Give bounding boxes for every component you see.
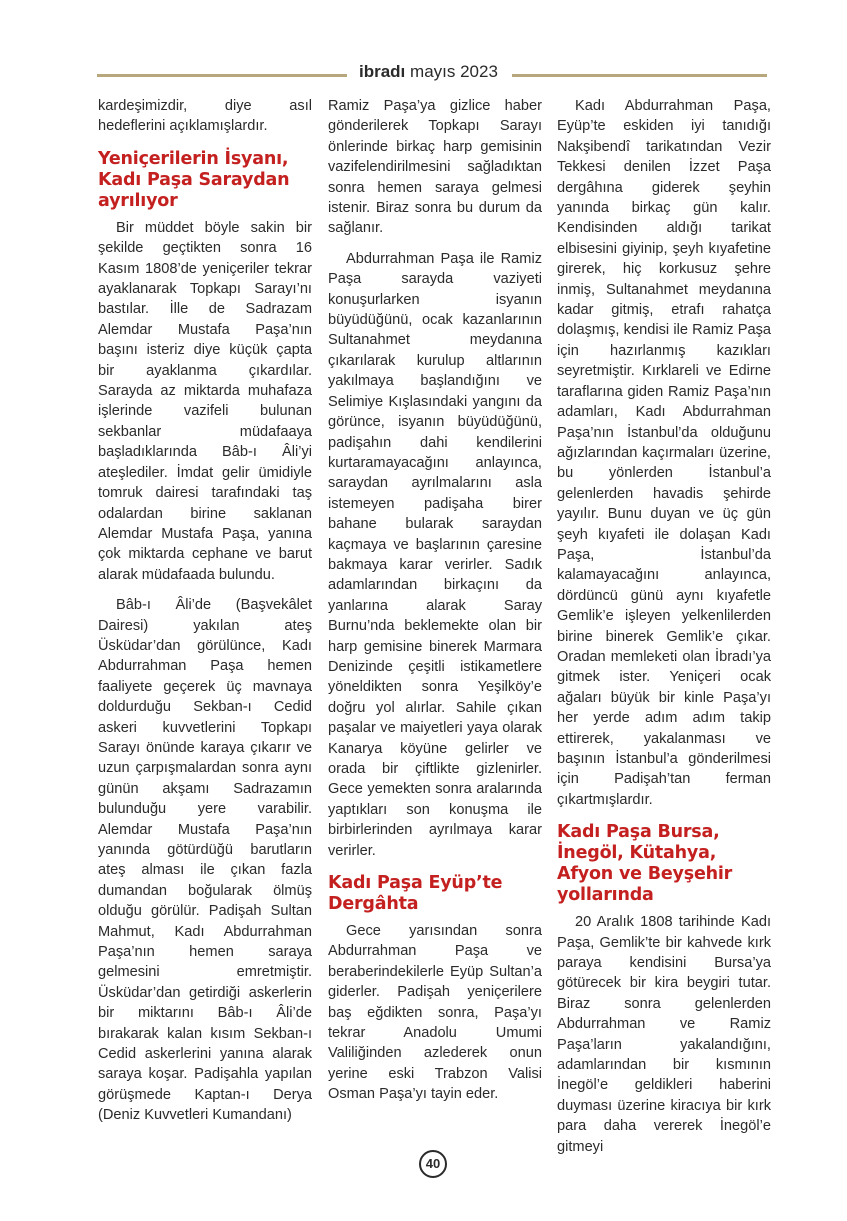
section-heading: Kadı Paşa Eyüp’te Dergâhta [328, 873, 503, 915]
header-rule-right [512, 74, 767, 77]
section-heading: Yeniçerilerin İsyanı, Kadı Paşa Saraydan ayrılıyor [98, 148, 290, 211]
body-paragraph: Kadı Abdurrahman Paşa, Eyüp’te eskiden iyi tanıdığı Nakşibendî tarikatından Vezir Tekkesi denilen İzzet Paşa dergâhına giderek şeyhin yanında birkaç gün kalır. Kendisinden aldığı tarikat elbisesini giyinip, şeyh kıyafetine girerek, hiç korkusuz şehre inmiş, Sultanahmet meydanına kadar gitmiş, etrafı rahatça dolaşmış, kendisi ile Ramiz Paşa için hazırlanmış kazıkları seyretmiştir. Kırklareli ve Edirne taraflarına giden Ramiz Paşa’nın adamları, Kadı Abdurrahman Paşa’nın İstanbul’da olduğunu ağızlarından kaçırmaları üzerine, bu yönlerden İstanbul’a gelenlerden havadis şehirde yayılır. Bunu duyan ve üç gün şeyh kıyafeti ile dolaşan Kadı Paşa, İstanbul’da kalamayacağını anlayınca, dördüncü günü aynı kıyafetle Gemlik’e işleyen yelkenlilerden birine binerek Gemlik’e çıkar. Oradan memleketi olan İbradı’ya gitmek ister. Yeniçeri ocak ağaları büyük bir kinle Paşa’yı her yerde adım adım takip ettirerek, yakalanması ve başının İstanbul’a gönderilmesi için Padişah’tan ferman çıkartmışlardır. [557, 98, 771, 808]
header-rule-left [97, 74, 347, 77]
body-paragraph: Bâb-ı Âli’de (Başvekâlet Dairesi) yakılan ateş Üsküdar’dan görülünce, Kadı Abdurrahman Paşa hemen faaliyete geçerek üç mavnaya doldurduğu Sekban-ı Cedid askeri kuvvetlerini Topkapı Sarayı önünde karaya çıkarır ve uzun çarpışmalardan sonra aynı günün akşamı Sadrazamın bulunduğu yere varabilir. Alemdar Mustafa Paşa’nın yanında götürdüğü barutların ateş alması ile çıkan fazla dumandan boğularak ölmüş olduğu görülür. Padişah Sultan Mahmut, Kadı Abdurrahman Paşa’nın hemen saraya gelmesini emretmiştir. Üsküdar’dan getirdiği askerlerin bir miktarını Bâb-ı Âli’de bırakarak kalan kısım Sekban-ı Cedid askerlerini yanına alarak saraya koşar. Padişahla yapılan görüşmede Kaptan-ı Derya (Deniz Kuvvetleri Kumandanı) [98, 597, 312, 1124]
page-header [97, 62, 767, 86]
body-paragraph: Ramiz Paşa’ya gizlice haber gönderilerek Topkapı Sarayı önlerinde birkaç harp gemisinin vazifelendirilmesini sağladıktan sonra hemen saraya gelmesi istenir. Biraz sonra bu durum da sağlanır. [328, 98, 542, 237]
magazine-title [359, 62, 498, 82]
section-heading: Kadı Paşa Bursa, İnegöl, Kütahya, Afyon ve Beyşehir yollarında [557, 822, 733, 906]
body-paragraph: Abdurrahman Paşa ile Ramiz Paşa sarayda vaziyeti konuşurlarken isyanın büyüdüğünü, ocak kazanlarının Sultanahmet meydanına çıkarılarak kurulup altlarının yakılmaya başlandığını ve Selimiye Kışlasındaki yangını da görünce, isyanın büyüdüğünü, padişahın dahi kendilerini kurtaramayacağını anlayınca, saraydan ayrılmalarını asla istemeyen padişaha birer bahane bularak saraydan kaçmaya ve başlarının çaresine bakmaya karar verirler. Sadık adamlarından birkaçını da yanlarına alarak Saray Burnu’nda beklemekte olan bir harp gemisine binerek Marmara Denizinde çeşitli istikametlere yöneldikten sonra Yeşilköy’e doğru yol alırlar. Sahile çıkan paşalar ve maiyetleri yaya olarak Kanarya köyüne gelirler ve orada bir çiftlikte gizlenirler. Gece yemekten sonra aralarında yaptıkları son konuşma ile birbirlerinden ayrılmaya karar verirler. [328, 250, 542, 859]
brand-name: ibradı [359, 62, 406, 81]
issue-date: mayıs 2023 [410, 62, 498, 81]
body-paragraph: kardeşimizdir, diye asıl hedeflerini açıklamışlardır. [98, 98, 312, 135]
column-2 [328, 96, 542, 1115]
body-paragraph: 20 Aralık 1808 tarihinde Kadı Paşa, Gemlik’te bir kahvede kırk paraya kendisini Bursa’ya götürecek bir kira beygiri tutar. Biraz sonra gelenlerden Abdurrahman ve Ramiz Paşa’ların yakalandığını, adamlarından bir kısmının İnegöl’e geldikleri haberini duyması üzerine kiracıya bir kırk para daha vererek İnegöl’e gitmeyi [557, 914, 771, 1155]
column-1 [98, 96, 312, 1136]
body-paragraph: Bir müddet böyle sakin bir şekilde geçtikten sonra 16 Kasım 1808’de yeniçeriler tekrar ayaklanarak Topkapı Sarayı’nı bastılar. İlle de Sadrazam Alemdar Mustafa Paşa’nın başını isteriz diye küçük çapta bir ayaklanma çıkardılar. Sarayda az miktarda muhafaza işlerinde vazifeli bulunan sekbanlar müdafaaya başladıklarında Bâb-ı Âli’yi ateşlediler. İmdat gelir ümidiyle tomruk dairesi tarafındaki taş odalardan birine saklanan Alemdar Mustafa Paşa, yanına çok miktarda cephane ve barut alarak müdafaada bulundu. [98, 219, 312, 583]
page-number: 40 [419, 1150, 447, 1178]
column-3 [557, 96, 771, 1167]
body-paragraph: Gece yarısından sonra Abdurrahman Paşa ve beraberindekilerle Eyüp Sultan’a giderler. Padişah yeniçerilere baş eğdikten sonra, Paşa’yı tekrar Anadolu Umumi Valiliğinden azlederek onun yerine eski Trabzon Valisi Osman Paşa’yı tayin eder. [328, 923, 542, 1103]
